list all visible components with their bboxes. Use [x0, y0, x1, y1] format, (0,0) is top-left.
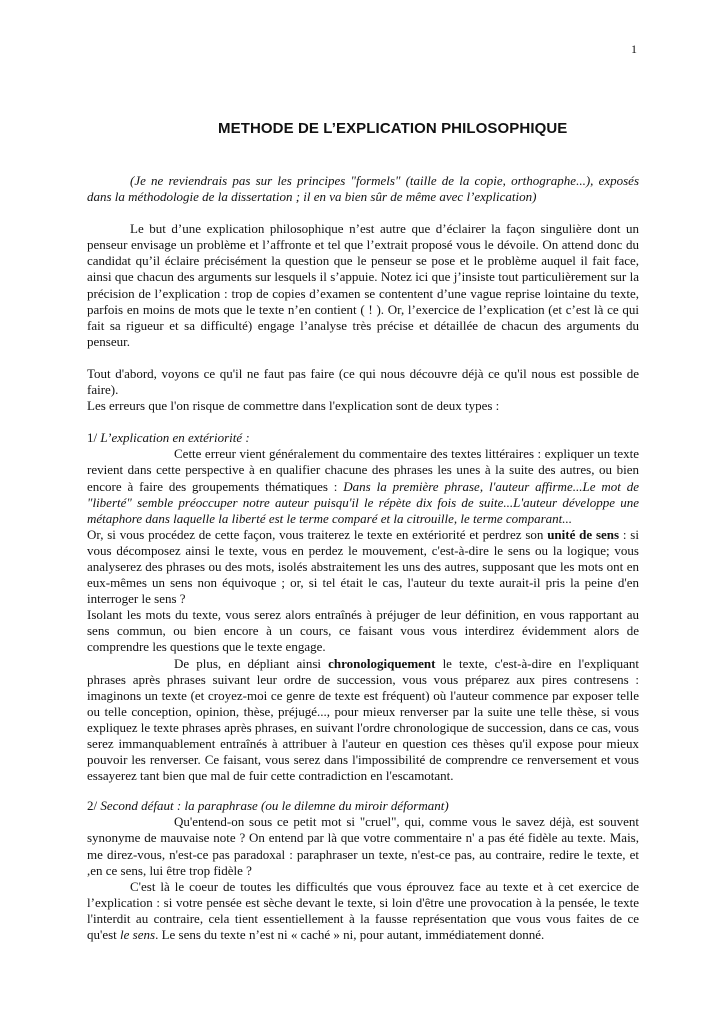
section-1-paragraph-1 [87, 446, 639, 526]
section-1-p1-text: Cette erreur vient généralement du commentaire des textes littéraires : expliquer un texte revient dans cette perspective à en qualifier chacune des phrases les unes à la suite des autres, ou bien encore à faire des groupements thématiques : [87, 446, 639, 494]
section-1-p1-example: Dans la première phrase, l'auteur affirme...Le mot de "liberté" semble préoccuper notre auteur puisqu'il le répète dix fois de suite...L'auteur développe une métaphore dans laquelle la liberté est le terme comparé et la citrouille, le terme comparant... [87, 478, 639, 526]
section-1-title: L’explication en extériorité : [100, 430, 250, 446]
section-1-heading [87, 430, 639, 446]
section-2-paragraph-1: Qu'entend-on sous ce petit mot si "cruel", qui, comme vous le savez déjà, est souvent synonyme de mauvaise note ? On entend par là que votre commentaire n' a pas été fidèle au texte. Mais, me direz-vous, n'est-ce pas paradoxal : paraphraser un texte, n'est-ce pas, au contraire, redire le texte, et ,en ce sens, lui être trop fidèle ? [87, 814, 639, 878]
section-1-p2-bold: unité de sens [547, 526, 620, 542]
section-1-p4-bold: chronologiquement [328, 655, 436, 671]
section-1-number: 1/ [87, 430, 98, 446]
paragraph-2: Tout d'abord, voyons ce qu'il ne faut pas faire (ce qui nous découvre déjà ce qu'il nous est possible de faire). [87, 365, 639, 398]
section-1-paragraph-3: Isolant les mots du texte, vous serez alors entraînés à préjuger de leur définition, en vous rapportant au sens commun, ou bien encore à un cours, ce faisant vous vous interdirez évidemment alors de comprendre les questions que le texte engage. [87, 607, 639, 655]
section-1-p2-before: Or, si vous procédez de cette façon, vous traiterez le texte en extériorité et perdrez son [87, 526, 548, 542]
section-2-p2-before: C'est là le coeur de toutes les difficultés que vous éprouvez face au texte et à cet exercice de l’explication : si votre pensée est sèche devant le texte, si loin d'être une provocation à la pensée, le texte l'interdit au contraire, cela tient essentiellement à la fausse représentation que vous vous faites de ce qu'est [87, 878, 639, 943]
section-2-p2-italic: le sens [120, 927, 156, 943]
section-2-heading [87, 798, 639, 814]
intro-note [87, 173, 639, 205]
section-2-number: 2/ [87, 798, 98, 814]
section-1-p4-after: le texte, c'est-à-dire en l'expliquant phrases après phrases suivant leur ordre de succession, vous vous préparez aux pires contresens : imaginons un texte (et croyez-moi ce genre de texte est fréquent) où l'auteur commence par exposer telle ou telle conception, opinion, thèse, préjugé..., pour mieux renverser par la suite une telle thèse, si vous expliquez le texte phrases après phrases, en suivant l'ordre chronologique de succession, dans ce cas, vous serez immanquablement entraînés à attribuer à l'auteur en question ces thèses qu'il expose pour mieux pouvoir les renverser. Ce faisant, vous serez dans l'impossibilité de comprendre ce renversement et vous essayerez tant bien que mal de fuir cette contradiction en l'escamotant. [87, 655, 640, 784]
paragraph-3: Les erreurs que l'on risque de commettre dans l'explication sont de deux types : [87, 398, 500, 414]
document-title: METHODE DE L’EXPLICATION PHILOSOPHIQUE [218, 120, 568, 137]
section-1-p2-after: : si vous décomposez ainsi le texte, vous en perdez le mouvement, c'est-à-dire le sens ou la logique; vous analyserez des phrases ou des mots, isolés abstraitement les uns des autres, supposant que les mots ont en eux-mêmes un sens non équivoque ; or, si tel était le cas, l'auteur du texte aurait-il pris la peine d'en interroger le sens ? [87, 526, 639, 607]
section-1-paragraph-2 [87, 527, 639, 607]
intro-note-text: (Je ne reviendrais pas sur les principes "formels" (taille de la copie, orthographe...), exposés dans la méthodologie de la dissertation ; il en va bien sûr de même avec l’explication) [87, 173, 639, 205]
page-number: 1 [631, 42, 637, 56]
document-body [87, 173, 639, 943]
section-2-title: Second défaut : la paraphrase (ou le dilemne du miroir déformant) [100, 798, 449, 814]
section-2-paragraph-2 [87, 879, 639, 943]
paragraph-1: Le but d’une explication philosophique n’est autre que d’éclairer la façon singulière dont un penseur envisage un problème et l’affronte et tel que l’extrait proposé vous le dévoile. On attend donc du candidat qu’il éclaire précisément la question que le penseur se pose et le problème auquel il fait face, ainsi que chacun des arguments sur lesquels il s’appuie. Notez ici que j’insiste tout particulièrement sur la précision de l’explication : trop de copies d’examen se contentent d’une vague reprise lointaine du texte, parfois en moins de mots que le texte n’en contient ( ! ). Or, l’exercice de l’explication (et c’est là ce qui fait sa rigueur et sa difficulté) engage l’analyse très précise et détaillée de chacun des arguments du penseur. [87, 221, 639, 349]
section-1-p4-before: De plus, en dépliant ainsi [174, 655, 329, 671]
section-1-paragraph-4 [87, 656, 639, 785]
section-2-p2-after: . Le sens du texte n’est ni « caché » ni, pour autant, immédiatement donné. [155, 927, 545, 943]
